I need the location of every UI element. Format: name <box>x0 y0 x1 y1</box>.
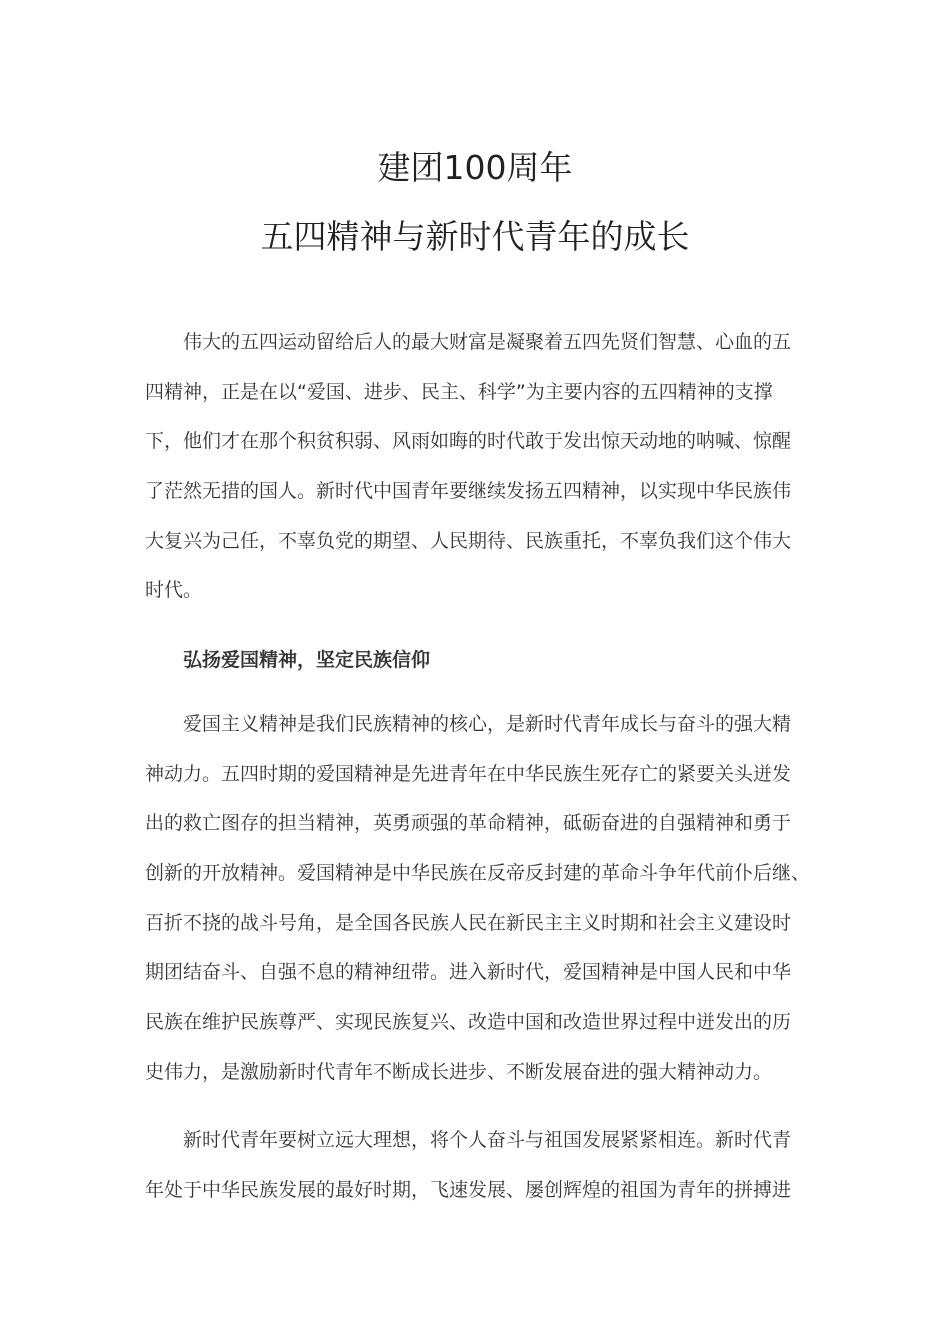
document-title-line1: 建团100周年 <box>377 148 573 187</box>
paragraph-line: 四精神，正是在以“爱国、进步、民主、科学”为主要内容的五四精神的支撑 <box>145 380 773 403</box>
paragraph-ideals <box>145 1120 805 1219</box>
paragraph-line: 新时代青年要树立远大理想，将个人奋斗与祖国发展紧紧相连。新时代青 <box>183 1129 792 1151</box>
paragraph-line: 百折不挠的战斗号角，是全国各民族人民在新民主主义时期和社会主义建设时 <box>145 911 792 934</box>
paragraph-line: 时代。 <box>145 579 203 602</box>
paragraph-line: 创新的开放精神。爱国精神是中华民族在反帝反封建的革命斗争年代前仆后继、 <box>145 862 811 885</box>
paragraph-line: 民族在维护民族尊严、实现民族复兴、改造中国和改造世界过程中迸发出的历 <box>145 1011 792 1034</box>
document-title-line2: 五四精神与新时代青年的成长 <box>260 217 690 256</box>
paragraph-patriotism <box>145 704 811 1102</box>
paragraph-line: 了茫然无措的国人。新时代中国青年要继续发扬五四精神，以实现中华民族伟 <box>145 480 792 503</box>
paragraph-line: 史伟力，是激励新时代青年不断成长进步、不断发展奋进的强大精神动力。 <box>145 1060 773 1083</box>
paragraph-line: 伟大的五四运动留给后人的最大财富是凝聚着五四先贤们智慧、心血的五 <box>183 331 792 353</box>
paragraph-line: 出的救亡图存的担当精神，英勇顽强的革命精神，砥砺奋进的自强精神和勇于 <box>145 812 792 835</box>
paragraph-line: 爱国主义精神是我们民族精神的核心，是新时代青年成长与奋斗的强大精 <box>183 713 792 735</box>
paragraph-line: 神动力。五四时期的爱国精神是先进青年在中华民族生死存亡的紧要关头迸发 <box>145 762 792 785</box>
section-heading: 弘扬爱国精神，坚定民族信仰 <box>183 649 431 671</box>
paragraph-line: 年处于中华民族发展的最好时期，飞速发展、屡创辉煌的祖国为青年的拼搏进 <box>145 1178 792 1201</box>
paragraph-intro <box>145 322 805 620</box>
paragraph-line: 期团结奋斗、自强不息的精神纽带。进入新时代，爱国精神是中国人民和中华 <box>145 961 792 984</box>
paragraph-line: 大复兴为己任，不辜负党的期望、人民期待、民族重托，不辜负我们这个伟大 <box>145 529 792 552</box>
paragraph-line: 下，他们才在那个积贫积弱、风雨如晦的时代敢于发出惊天动地的呐喊、惊醒 <box>145 430 792 453</box>
